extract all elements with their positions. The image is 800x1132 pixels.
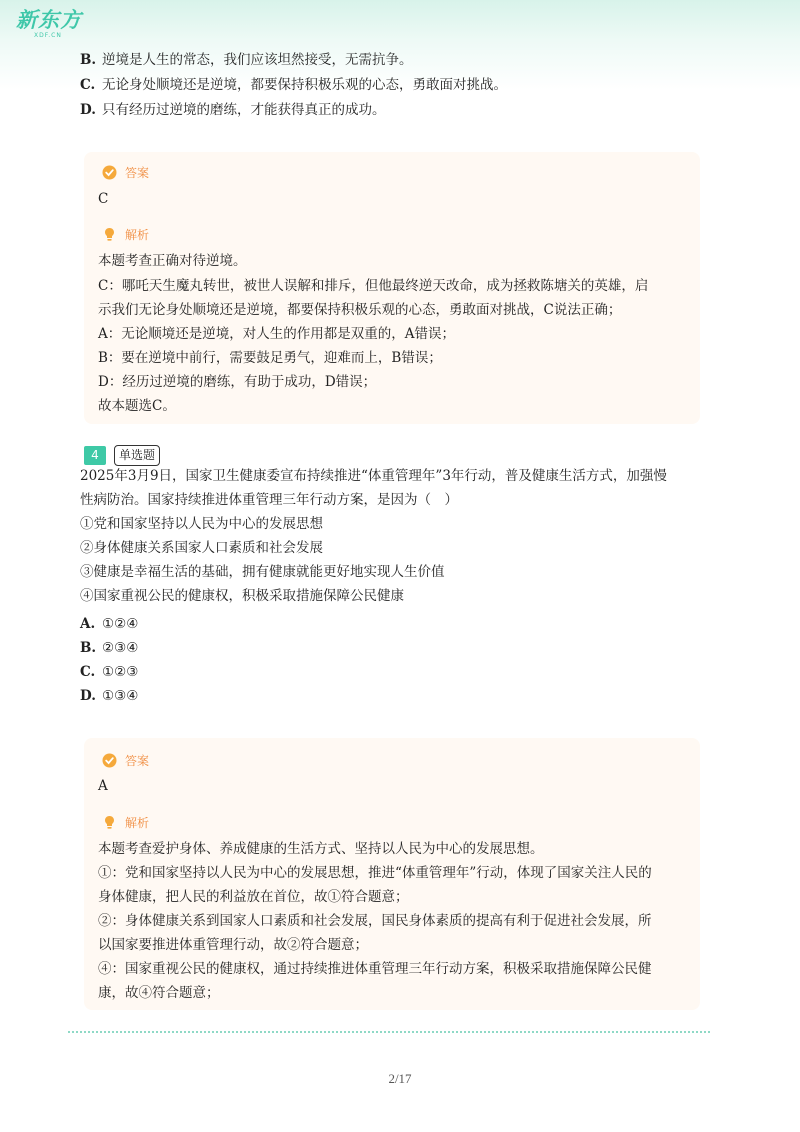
answer-label: 答案 — [125, 754, 150, 768]
analysis-heading — [102, 226, 149, 243]
analysis-line: 康，故④符合题意； — [98, 985, 220, 1001]
question-statement: ①党和国家坚持以人民为中心的发展思想 — [80, 516, 323, 532]
answer-label: 答案 — [125, 166, 150, 180]
analysis-label: 解析 — [125, 816, 150, 830]
option-text: ①②④ — [102, 616, 139, 632]
question-stem-line: 性病防治。国家持续推进体重管理三年行动方案，是因为（ ） — [80, 492, 458, 508]
analysis-line: ①：党和国家坚持以人民为中心的发展思想，推进“体重管理年”行动，体现了国家关注人民的 — [98, 865, 652, 881]
option-text: 只有经历过逆境的磨练，才能获得真正的成功。 — [102, 102, 386, 118]
question-stem-line: 2025年3月9日，国家卫生健康委宣布持续推进“体重管理年”3年行动，普及健康生活方式，加强慢 — [80, 468, 667, 484]
question-type-badge: 单选题 — [114, 445, 160, 466]
option-text: 逆境是人生的常态，我们应该坦然接受，无需抗争。 — [102, 52, 413, 68]
lightbulb-icon — [102, 227, 117, 242]
check-badge-icon — [102, 165, 117, 180]
option-letter: D. — [80, 688, 96, 704]
q4-option-a — [80, 614, 138, 634]
q3-option-b — [80, 50, 413, 70]
analysis-line: ④：国家重视公民的健康权，通过持续推进体重管理三年行动方案，积极采取措施保障公民健 — [98, 961, 652, 977]
analysis-line: 本题考查爱护身体、养成健康的生活方式、坚持以人民为中心的发展思想。 — [98, 841, 544, 857]
option-text: ②③④ — [102, 640, 139, 656]
option-letter: A. — [80, 616, 96, 632]
q3-answer-box — [84, 152, 700, 424]
option-letter: B. — [80, 640, 97, 656]
question-statement: ③健康是幸福生活的基础，拥有健康就能更好地实现人生价值 — [80, 564, 445, 580]
answer-value: C — [98, 191, 109, 207]
option-text: ①②③ — [102, 664, 139, 680]
option-letter: C. — [80, 664, 96, 680]
analysis-heading — [102, 814, 149, 831]
logo-subtext: XDF.CN — [34, 32, 62, 39]
analysis-line: D：经历过逆境的磨练，有助于成功，D错误； — [98, 374, 377, 390]
option-text: 无论身处顺境还是逆境，都要保持积极乐观的心态，勇敢面对挑战。 — [102, 77, 507, 93]
q3-option-d — [80, 100, 386, 120]
analysis-line: A：无论顺境还是逆境，对人生的作用都是双重的，A错误； — [98, 326, 455, 342]
analysis-line: C：哪吒天生魔丸转世，被世人误解和排斥，但他最终逆天改命，成为拯救陈塘关的英雄，启 — [98, 278, 649, 294]
brand-logo — [16, 8, 96, 40]
lightbulb-icon — [102, 815, 117, 830]
question-statement: ②身体健康关系国家人口素质和社会发展 — [80, 540, 323, 556]
analysis-line: ②：身体健康关系到国家人口素质和社会发展，国民身体素质的提高有利于促进社会发展，所 — [98, 913, 652, 929]
analysis-line: 故本题选C。 — [98, 398, 176, 414]
analysis-line: 本题考查正确对待逆境。 — [98, 253, 247, 269]
question-number: 4 — [84, 446, 106, 465]
option-letter: B. — [80, 52, 97, 68]
dotted-divider — [68, 1031, 710, 1033]
answer-value: A — [98, 778, 108, 794]
q3-option-c — [80, 75, 507, 95]
q4-option-d — [80, 686, 138, 706]
q4-answer-box — [84, 738, 700, 1010]
q4-option-b — [80, 638, 138, 658]
analysis-label: 解析 — [125, 228, 150, 242]
answer-heading — [102, 752, 149, 769]
page-number: 2/17 — [388, 1071, 412, 1086]
option-text: ①③④ — [102, 688, 139, 704]
q4-option-c — [80, 662, 138, 682]
option-letter: C. — [80, 77, 96, 93]
analysis-line: B：要在逆境中前行，需要鼓足勇气，迎难而上，B错误； — [98, 350, 442, 366]
answer-heading — [102, 164, 149, 181]
logo-text: 新东方 — [16, 8, 82, 32]
option-letter: D. — [80, 102, 96, 118]
check-badge-icon — [102, 753, 117, 768]
analysis-line: 示我们无论身处顺境还是逆境，都要保持积极乐观的心态，勇敢面对挑战，C说法正确； — [98, 302, 622, 318]
analysis-line: 以国家要推进体重管理行动，故②符合题意； — [98, 937, 368, 953]
question-statement: ④国家重视公民的健康权，积极采取措施保障公民健康 — [80, 588, 404, 604]
analysis-line: 身体健康，把人民的利益放在首位，故①符合题意； — [98, 889, 409, 905]
